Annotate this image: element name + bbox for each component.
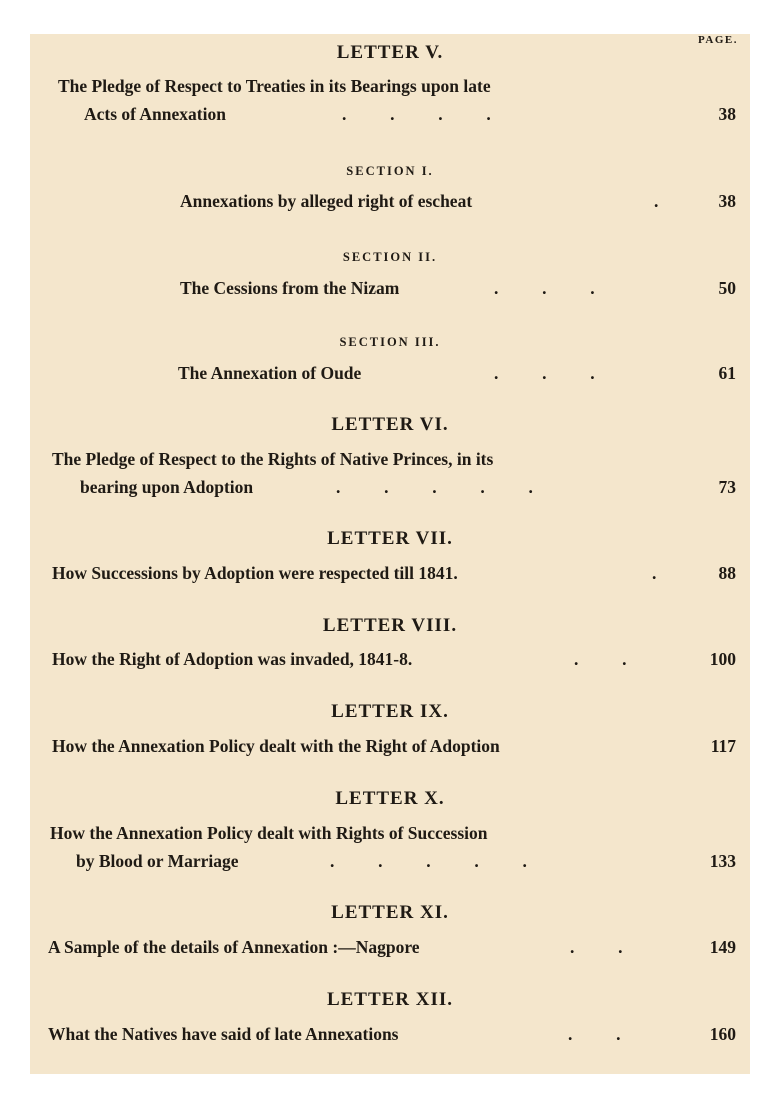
section-3-title: The Annexation of Oude [178, 363, 362, 383]
section-2-heading: SECTION II. [342, 250, 438, 264]
section-1-heading: SECTION I. [346, 164, 434, 178]
letter-8-leader-dots: . . [574, 649, 627, 669]
letter-9-title: How the Annexation Policy dealt with the Right of Adoption [52, 736, 500, 756]
letter-10-leader-dots: . . . . . [330, 851, 527, 871]
letter-5-title-line1: The Pledge of Respect to Treaties in its Bearings upon late [58, 76, 491, 96]
letter-8-page-number: 100 [709, 649, 736, 669]
letter-8-heading: LETTER VIII. [322, 615, 458, 636]
section-1-leader-dots: . [654, 191, 659, 211]
letter-6-title-line1: The Pledge of Respect to the Rights of Native Princes, in its [52, 449, 494, 469]
section-1-title: Annexations by alleged right of escheat [180, 191, 473, 211]
letter-9-page-number: 117 [710, 736, 736, 756]
letter-6-page-number: 73 [718, 477, 736, 497]
letter-12-leader-dots: . . [568, 1024, 621, 1044]
letter-10-page-number: 133 [709, 851, 736, 871]
letter-5-page-number: 38 [718, 104, 736, 124]
letter-5-heading: LETTER V. [336, 42, 444, 63]
letter-10-heading: LETTER X. [335, 788, 445, 809]
section-2-page-number: 50 [718, 278, 736, 298]
section-1-page-number: 38 [718, 191, 736, 211]
letter-7-heading: LETTER VII. [327, 528, 453, 549]
letter-5-leader-dots: . . . . [342, 104, 491, 124]
letter-7-title: How Successions by Adoption were respected till 1841. [52, 563, 458, 583]
letter-8-title: How the Right of Adoption was invaded, 1841-8. [52, 649, 413, 669]
letter-11-title: A Sample of the details of Annexation :—Nagpore [48, 937, 420, 957]
letter-5-title-line2: Acts of Annexation [84, 104, 226, 124]
section-2-leader-dots: . . . [494, 278, 595, 298]
letter-9-heading: LETTER IX. [331, 701, 449, 722]
page-column-label: PAGE. [698, 34, 738, 46]
letter-11-leader-dots: . . [570, 937, 623, 957]
letter-11-page-number: 149 [709, 937, 736, 957]
letter-12-page-number: 160 [709, 1024, 736, 1044]
letter-7-leader-dots: . [652, 563, 657, 583]
letter-6-heading: LETTER VI. [331, 414, 449, 435]
section-2-title: The Cessions from the Nizam [180, 278, 400, 298]
section-3-page-number: 61 [718, 363, 736, 383]
letter-6-leader-dots: . . . . . [336, 477, 533, 497]
letter-6-title-line2: bearing upon Adoption [80, 477, 254, 497]
letter-11-heading: LETTER XI. [331, 902, 449, 923]
letter-7-page-number: 88 [718, 563, 736, 583]
letter-12-heading: LETTER XII. [326, 989, 454, 1010]
letter-10-title-line2: by Blood or Marriage [76, 851, 239, 871]
section-3-leader-dots: . . . [494, 363, 595, 383]
letter-12-title: What the Natives have said of late Annexations [48, 1024, 399, 1044]
section-3-heading: SECTION III. [339, 335, 441, 349]
letter-10-title-line1: How the Annexation Policy dealt with Rights of Succession [50, 823, 488, 843]
toc-page [30, 34, 750, 1074]
